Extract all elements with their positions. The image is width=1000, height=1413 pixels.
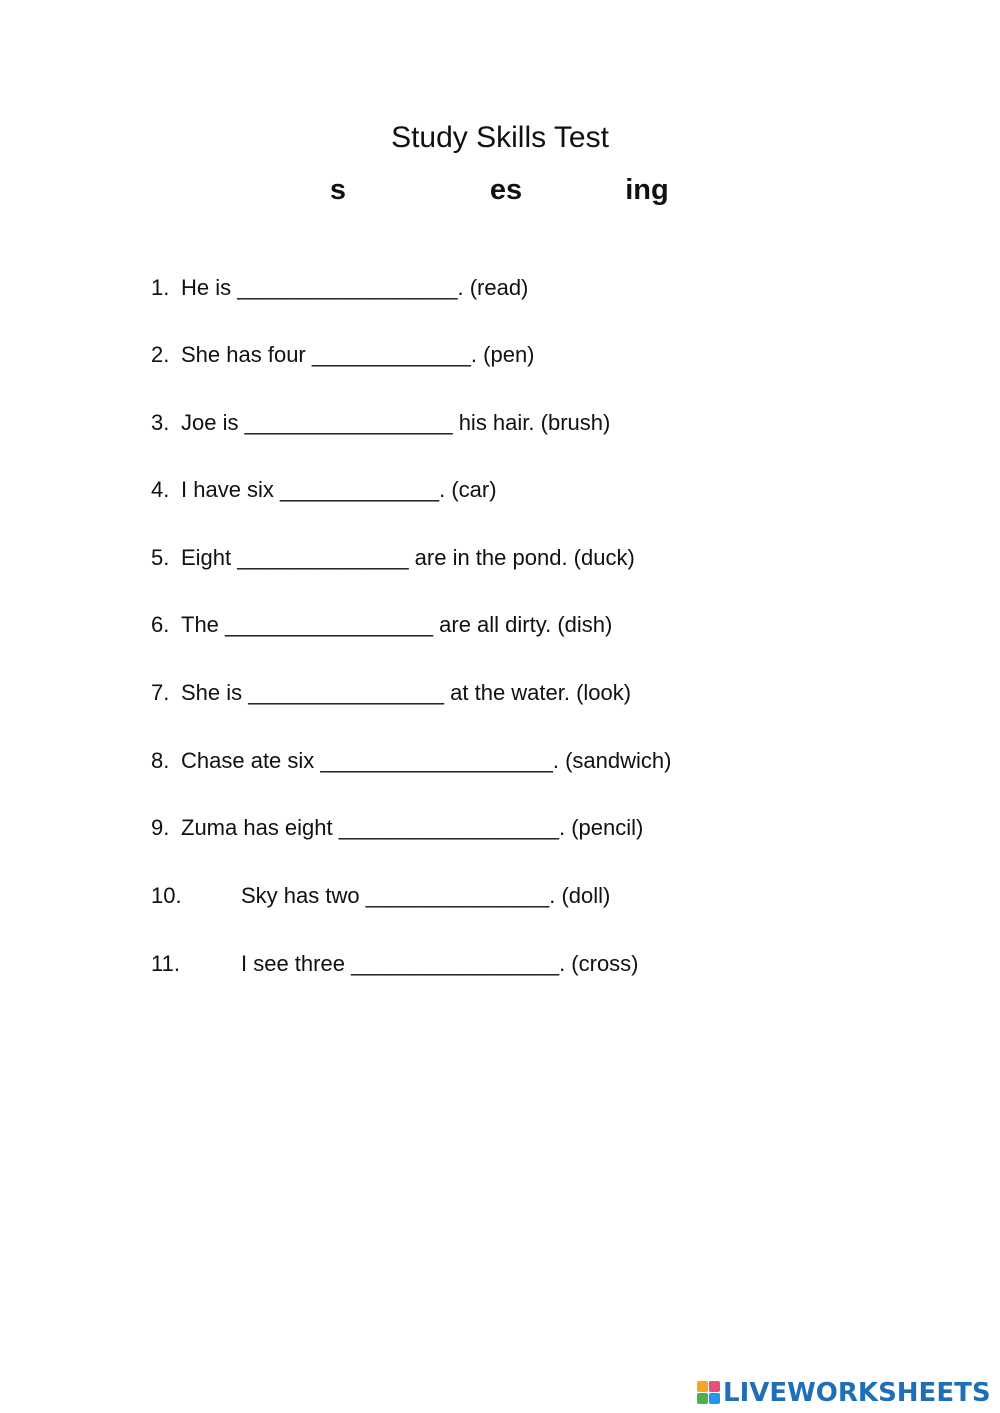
question-number: 4. xyxy=(151,477,170,502)
question-number: 9. xyxy=(151,815,170,840)
question-number: 11. xyxy=(151,951,180,976)
question-9 xyxy=(151,812,643,844)
worksheet-title: Study Skills Test xyxy=(391,121,609,154)
question-number: 3. xyxy=(151,410,170,435)
question-6 xyxy=(151,609,612,641)
question-8 xyxy=(151,745,671,777)
liveworksheets-logo-icon xyxy=(697,1381,721,1405)
question-number: 6. xyxy=(151,612,170,637)
question-text: I have six _____________. (car) xyxy=(181,477,497,502)
question-3 xyxy=(151,407,610,439)
question-text: Joe is _________________ his hair. (brush) xyxy=(181,410,611,435)
question-text: She has four _____________. (pen) xyxy=(181,342,535,367)
question-5 xyxy=(151,542,635,574)
question-text: I see three _________________. (cross) xyxy=(241,951,639,976)
question-number: 5. xyxy=(151,545,170,570)
suffix-ing: ing xyxy=(625,174,669,206)
question-text: Eight ______________ are in the pond. (duck) xyxy=(181,545,635,570)
question-11 xyxy=(151,948,639,980)
question-text: She is ________________ at the water. (look) xyxy=(181,680,632,705)
suffix-s: s xyxy=(329,174,347,206)
question-text: The _________________ are all dirty. (dish) xyxy=(181,612,613,637)
question-10 xyxy=(151,880,610,912)
question-4 xyxy=(151,474,497,506)
question-7 xyxy=(151,677,631,709)
question-text: He is __________________. (read) xyxy=(181,275,529,300)
question-number: 8. xyxy=(151,748,170,773)
question-number: 1. xyxy=(151,275,170,300)
question-1 xyxy=(151,272,528,304)
question-number: 7. xyxy=(151,680,170,705)
liveworksheets-logo xyxy=(697,1378,991,1408)
question-text: Sky has two _______________. (doll) xyxy=(241,883,611,908)
question-2 xyxy=(151,339,535,371)
question-text: Zuma has eight __________________. (pencil) xyxy=(181,815,644,840)
question-text: Chase ate six ___________________. (sandwich) xyxy=(181,748,672,773)
logo-text: LIVEWORKSHEETS xyxy=(723,1378,991,1408)
suffix-es: es xyxy=(489,174,523,206)
question-number: 10. xyxy=(151,883,182,908)
question-number: 2. xyxy=(151,342,170,367)
